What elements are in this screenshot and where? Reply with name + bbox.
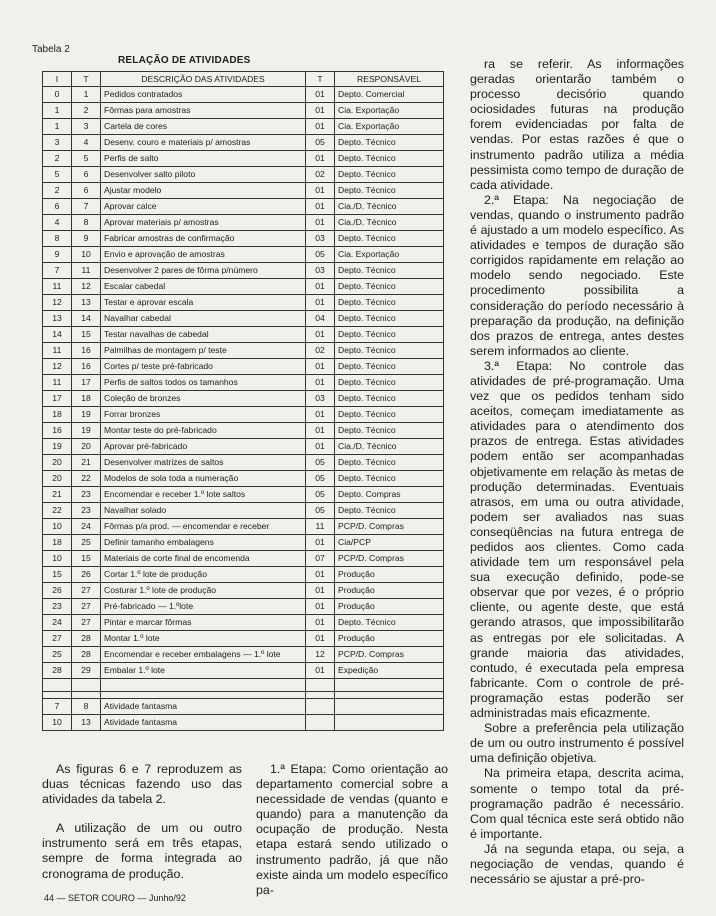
cell-tempo: 07 — [306, 551, 335, 567]
cell-t: 16 — [72, 343, 101, 359]
paragraph: As figuras 6 e 7 reproduzem as duas técnicas fazendo uso das atividades da tabela 2. — [42, 762, 242, 807]
cell-descricao: Navalhar cabedal — [101, 311, 306, 327]
cell-t: 28 — [72, 631, 101, 647]
cell-responsavel: Produção — [335, 567, 444, 583]
cell-responsavel: Expedição — [335, 663, 444, 679]
table-row — [43, 167, 444, 183]
cell-responsavel: Depto. Técnico — [335, 311, 444, 327]
table-row — [43, 715, 444, 731]
cell-tempo: 01 — [306, 279, 335, 295]
cell-t: 1 — [72, 87, 101, 103]
cell-tempo: 11 — [306, 519, 335, 535]
cell-tempo: 01 — [306, 631, 335, 647]
cell-tempo: 01 — [306, 103, 335, 119]
cell-i: 15 — [43, 567, 72, 583]
cell-tempo: 05 — [306, 471, 335, 487]
cell-tempo — [306, 699, 335, 715]
table-row — [43, 103, 444, 119]
right-text-column — [470, 57, 684, 887]
cell-tempo: 03 — [306, 263, 335, 279]
cell-tempo: 01 — [306, 327, 335, 343]
cell-i: 21 — [43, 487, 72, 503]
table-row — [43, 247, 444, 263]
cell-tempo: 03 — [306, 231, 335, 247]
cell-responsavel: Depto. Técnico — [335, 343, 444, 359]
table-row — [43, 503, 444, 519]
cell-descricao: Aprovar calce — [101, 199, 306, 215]
table-row — [43, 135, 444, 151]
table-row — [43, 471, 444, 487]
cell-i: 20 — [43, 471, 72, 487]
cell-descricao: Fôrmas p/a prod. — encomendar e receber — [101, 519, 306, 535]
table-row — [43, 119, 444, 135]
cell-t: 26 — [72, 567, 101, 583]
cell-responsavel: Depto. Técnico — [335, 151, 444, 167]
paragraph: A utilização de um ou outro instrumento será em três etapas, sempre de forma integrada ao cronograma de produção. — [42, 821, 242, 881]
table-label: Tabela 2 — [32, 44, 70, 55]
paragraph: ra se referir. As informações geradas orientarão também o processo decisório quando ociosidades futuras na produção forem evidenciadas por falta de vendas. Por estas razões é que o instrumento padrão utiliza a média pessimista como tempo de duração de cada atividade. — [470, 57, 684, 192]
cell-t: 27 — [72, 583, 101, 599]
cell-i: 28 — [43, 663, 72, 679]
cell-tempo: 01 — [306, 423, 335, 439]
cell-i: 26 — [43, 583, 72, 599]
cell-t: 2 — [72, 103, 101, 119]
cell-tempo: 05 — [306, 135, 335, 151]
table-row — [43, 551, 444, 567]
cell-responsavel: Depto. Técnico — [335, 423, 444, 439]
table-row — [43, 487, 444, 503]
cell-t: 15 — [72, 551, 101, 567]
table-row — [43, 519, 444, 535]
cell-responsavel: Depto. Técnico — [335, 263, 444, 279]
cell-responsavel — [335, 715, 444, 731]
cell-responsavel: Cia. Exportação — [335, 247, 444, 263]
cell-i: 7 — [43, 699, 72, 715]
cell-t: 11 — [72, 263, 101, 279]
cell-i: 1 — [43, 119, 72, 135]
cell-descricao: Encomendar e receber 1.º lote saltos — [101, 487, 306, 503]
cell-responsavel: Depto. Técnico — [335, 135, 444, 151]
cell-t: 13 — [72, 715, 101, 731]
header-i: I — [43, 72, 72, 87]
cell-responsavel: Depto. Técnico — [335, 359, 444, 375]
cell-responsavel: Produção — [335, 583, 444, 599]
cell-responsavel: PCP/D. Compras — [335, 551, 444, 567]
cell-i: 4 — [43, 215, 72, 231]
cell-i: 5 — [43, 167, 72, 183]
cell-i: 10 — [43, 715, 72, 731]
cell-responsavel: Depto. Técnico — [335, 279, 444, 295]
cell-i: 1 — [43, 103, 72, 119]
cell-descricao: Encomendar e receber embalagens — 1.º lote — [101, 647, 306, 663]
cell-responsavel: Cia. Exportação — [335, 119, 444, 135]
cell-t: 23 — [72, 487, 101, 503]
table-body — [43, 87, 444, 679]
cell-tempo: 05 — [306, 503, 335, 519]
table-row — [43, 151, 444, 167]
cell-descricao: Montar teste do pré-fabricado — [101, 423, 306, 439]
cell-descricao: Montar 1.º lote — [101, 631, 306, 647]
table-row — [43, 407, 444, 423]
cell-i: 24 — [43, 615, 72, 631]
cell-descricao: Ajustar modelo — [101, 183, 306, 199]
table-row — [43, 359, 444, 375]
cell-descricao: Palmilhas de montagem p/ teste — [101, 343, 306, 359]
cell-t: 24 — [72, 519, 101, 535]
cell-responsavel: Depto. Técnico — [335, 231, 444, 247]
table-row — [43, 295, 444, 311]
header-tempo: T — [306, 72, 335, 87]
table-row — [43, 535, 444, 551]
table-title: RELAÇÃO DE ATIVIDADES — [118, 55, 251, 66]
table-row — [43, 699, 444, 715]
cell-descricao: Perfis de saltos todos os tamanhos — [101, 375, 306, 391]
cell-descricao: Envio e aprovação de amostras — [101, 247, 306, 263]
cell-i: 17 — [43, 391, 72, 407]
cell-t: 27 — [72, 599, 101, 615]
cell-descricao: Desenvolver 2 pares de fôrma p/número — [101, 263, 306, 279]
cell-t: 19 — [72, 407, 101, 423]
cell-tempo: 01 — [306, 359, 335, 375]
table-row — [43, 455, 444, 471]
cell-t: 13 — [72, 295, 101, 311]
cell-descricao: Testar navalhas de cabedal — [101, 327, 306, 343]
cell-descricao: Pintar e marcar fôrmas — [101, 615, 306, 631]
table-row — [43, 87, 444, 103]
cell-descricao: Cartela de cores — [101, 119, 306, 135]
cell-tempo: 01 — [306, 439, 335, 455]
cell-t: 6 — [72, 183, 101, 199]
cell-t: 17 — [72, 375, 101, 391]
cell-tempo: 01 — [306, 183, 335, 199]
table-row — [43, 343, 444, 359]
table-row — [43, 311, 444, 327]
cell-descricao: Forrar bronzes — [101, 407, 306, 423]
cell-descricao: Pré-fabricado — 1.ºlote — [101, 599, 306, 615]
table-row — [43, 375, 444, 391]
cell-responsavel: Cia./D. Técnico — [335, 215, 444, 231]
cell-t: 23 — [72, 503, 101, 519]
cell-t: 28 — [72, 647, 101, 663]
cell-tempo: 02 — [306, 343, 335, 359]
cell-tempo: 01 — [306, 615, 335, 631]
cell-tempo: 01 — [306, 151, 335, 167]
cell-i: 10 — [43, 519, 72, 535]
cell-i: 0 — [43, 87, 72, 103]
cell-descricao: Fabricar amostras de confirmação — [101, 231, 306, 247]
cell-responsavel: PCP/D. Compras — [335, 647, 444, 663]
cell-descricao: Aprovar materiais p/ amostras — [101, 215, 306, 231]
cell-descricao: Atividade fantasma — [101, 699, 306, 715]
bottom-left-text-column — [42, 762, 242, 882]
cell-descricao: Perfis de salto — [101, 151, 306, 167]
cell-tempo: 01 — [306, 599, 335, 615]
cell-t: 27 — [72, 615, 101, 631]
table-row — [43, 615, 444, 631]
cell-responsavel — [335, 699, 444, 715]
cell-i: 9 — [43, 247, 72, 263]
table-row — [43, 647, 444, 663]
cell-i: 8 — [43, 231, 72, 247]
cell-descricao: Fôrmas para amostras — [101, 103, 306, 119]
cell-t: 3 — [72, 119, 101, 135]
cell-tempo: 04 — [306, 311, 335, 327]
table-row — [43, 199, 444, 215]
cell-t: 14 — [72, 311, 101, 327]
cell-i: 23 — [43, 599, 72, 615]
cell-tempo: 01 — [306, 375, 335, 391]
fantasma-body — [43, 699, 444, 731]
cell-tempo: 01 — [306, 87, 335, 103]
cell-t: 19 — [72, 423, 101, 439]
table-row — [43, 583, 444, 599]
header-responsavel: RESPONSÁVEL — [335, 72, 444, 87]
cell-descricao: Cortes p/ teste pré-fabricado — [101, 359, 306, 375]
table-row — [43, 263, 444, 279]
cell-responsavel: Depto. Técnico — [335, 183, 444, 199]
cell-descricao: Cortar 1.º lote de produção — [101, 567, 306, 583]
paragraph: Já na segunda etapa, ou seja, a negociação de vendas, quando é necessário se ajustar a pré-pro- — [470, 841, 684, 887]
cell-tempo: 01 — [306, 199, 335, 215]
cell-responsavel: PCP/D. Compras — [335, 519, 444, 535]
cell-t: 10 — [72, 247, 101, 263]
cell-t: 4 — [72, 135, 101, 151]
cell-tempo: 01 — [306, 583, 335, 599]
cell-i: 11 — [43, 279, 72, 295]
cell-t: 8 — [72, 215, 101, 231]
cell-t: 5 — [72, 151, 101, 167]
table-row — [43, 663, 444, 679]
cell-i: 18 — [43, 407, 72, 423]
cell-responsavel: Depto. Técnico — [335, 167, 444, 183]
cell-tempo: 01 — [306, 567, 335, 583]
cell-i: 6 — [43, 199, 72, 215]
cell-descricao: Desenvolver salto piloto — [101, 167, 306, 183]
cell-descricao: Pedidos contratados — [101, 87, 306, 103]
paragraph: 2.ª Etapa: Na negociação de vendas, quando o instrumento padrão é ajustado a um modelo específico. As atividades e tempos de duração são corrigidos rapidamente em relação ao modelo sendo negociado. Este procedimento possibilita a consideração do período necessário à preparação da produção, na definição dos prazos de entrega, antes destes serem informados ao cliente. — [470, 192, 684, 358]
cell-tempo: 05 — [306, 455, 335, 471]
table-row — [43, 183, 444, 199]
cell-descricao: Costurar 1.º lote de produção — [101, 583, 306, 599]
paragraph: Sobre a preferência pela utilização de um ou outro instrumento é possível uma definição objetiva. — [470, 721, 684, 766]
cell-responsavel: Cia. Exportação — [335, 103, 444, 119]
cell-i: 19 — [43, 439, 72, 455]
table-row — [43, 439, 444, 455]
cell-t: 18 — [72, 391, 101, 407]
cell-tempo: 01 — [306, 663, 335, 679]
cell-i: 12 — [43, 359, 72, 375]
cell-responsavel: Produção — [335, 631, 444, 647]
cell-descricao: Escalar cabedal — [101, 279, 306, 295]
cell-tempo: 01 — [306, 215, 335, 231]
cell-descricao: Definir tamanho embalagens — [101, 535, 306, 551]
cell-tempo: 02 — [306, 167, 335, 183]
table-row — [43, 423, 444, 439]
cell-responsavel: Cia/PCP — [335, 535, 444, 551]
cell-tempo: 01 — [306, 535, 335, 551]
table-row — [43, 215, 444, 231]
cell-t: 8 — [72, 699, 101, 715]
cell-i: 11 — [43, 343, 72, 359]
cell-tempo: 01 — [306, 119, 335, 135]
cell-t: 6 — [72, 167, 101, 183]
cell-responsavel: Depto. Técnico — [335, 471, 444, 487]
cell-t: 16 — [72, 359, 101, 375]
cell-responsavel: Cia./D. Técnico — [335, 439, 444, 455]
cell-i: 2 — [43, 151, 72, 167]
table-row — [43, 599, 444, 615]
cell-tempo: 05 — [306, 247, 335, 263]
cell-responsavel: Depto. Técnico — [335, 391, 444, 407]
table-header-row — [43, 72, 444, 87]
table-row — [43, 631, 444, 647]
table-row — [43, 231, 444, 247]
cell-responsavel: Depto. Comercial — [335, 87, 444, 103]
cell-t: 20 — [72, 439, 101, 455]
cell-t: 29 — [72, 663, 101, 679]
cell-t: 9 — [72, 231, 101, 247]
cell-t: 7 — [72, 199, 101, 215]
cell-i: 12 — [43, 295, 72, 311]
bottom-middle-text-column — [256, 762, 448, 898]
cell-t: 21 — [72, 455, 101, 471]
cell-descricao: Desenvolver matrizes de saltos — [101, 455, 306, 471]
activities-table — [42, 71, 444, 731]
cell-tempo: 01 — [306, 407, 335, 423]
cell-t: 22 — [72, 471, 101, 487]
cell-i: 22 — [43, 503, 72, 519]
cell-descricao: Coleção de bronzes — [101, 391, 306, 407]
cell-tempo: 05 — [306, 487, 335, 503]
cell-i: 11 — [43, 375, 72, 391]
cell-descricao: Navalhar solado — [101, 503, 306, 519]
header-descricao: DESCRIÇÃO DAS ATIVIDADES — [101, 72, 306, 87]
cell-descricao: Testar e aprovar escala — [101, 295, 306, 311]
paragraph: 1.ª Etapa: Como orientação ao departamento comercial sobre a necessidade de vendas (quanto e quando) para a manutenção da ocupação de produção. Nesta etapa estará sendo utilizado o instrumento padrão, já que não existe ainda um modelo específico pa- — [256, 762, 448, 897]
table-row — [43, 327, 444, 343]
cell-tempo: 12 — [306, 647, 335, 663]
cell-descricao: Materiais de corte final de encomenda — [101, 551, 306, 567]
cell-descricao: Atividade fantasma — [101, 715, 306, 731]
table-row — [43, 567, 444, 583]
cell-descricao: Aprovar pré-fabricado — [101, 439, 306, 455]
cell-responsavel: Depto. Compras — [335, 487, 444, 503]
cell-i: 18 — [43, 535, 72, 551]
cell-tempo: 03 — [306, 391, 335, 407]
cell-i: 20 — [43, 455, 72, 471]
cell-i: 3 — [43, 135, 72, 151]
cell-responsavel: Depto. Técnico — [335, 503, 444, 519]
cell-descricao: Modelos de sola toda a numeração — [101, 471, 306, 487]
cell-responsavel: Depto. Técnico — [335, 407, 444, 423]
cell-t: 25 — [72, 535, 101, 551]
cell-responsavel: Depto. Técnico — [335, 375, 444, 391]
cell-descricao: Desenv. couro e materiais p/ amostras — [101, 135, 306, 151]
cell-i: 25 — [43, 647, 72, 663]
cell-i: 7 — [43, 263, 72, 279]
cell-i: 10 — [43, 551, 72, 567]
cell-i: 16 — [43, 423, 72, 439]
cell-tempo — [306, 715, 335, 731]
cell-descricao: Embalar 1.º lote — [101, 663, 306, 679]
cell-responsavel: Produção — [335, 599, 444, 615]
page-footer: 44 — SETOR COURO — Junho/92 — [44, 893, 186, 903]
table-row — [43, 391, 444, 407]
cell-t: 12 — [72, 279, 101, 295]
cell-responsavel: Depto. Técnico — [335, 615, 444, 631]
paragraph: 3.ª Etapa: No controle das atividades de pré-programação. Uma vez que os pedidos tenham sido aceitos, começam imediatamente as atividades para o atendimento dos prazos de entrega. Estas atividades podem então ser acompanhadas objetivamente em relação às metas de produção determinadas. Eventuais atrasos, em uma ou outra atividade, podem ser avaliados nas suas conseqüências na futura entrega de pedidos aos clientes. Como cada atividade tem um responsável pela sua execução definido, pode-se observar que por vezes, é o próprio cliente, ou agente deste, que está gerando atrasos, que impossibilitarão as entregas por ele solicitadas. A grande maioria das atividades, contudo, é executada pela empresa fabricante. Com o controle de pré-programação estas poderão ser administradas mais eficazmente. — [470, 358, 684, 721]
table-row — [43, 279, 444, 295]
table-spacer — [43, 679, 444, 699]
cell-i: 14 — [43, 327, 72, 343]
cell-responsavel: Depto. Técnico — [335, 295, 444, 311]
cell-i: 13 — [43, 311, 72, 327]
cell-responsavel: Depto. Técnico — [335, 327, 444, 343]
cell-i: 2 — [43, 183, 72, 199]
paragraph: Na primeira etapa, descrita acima, somente o tempo total da pré-programação padrão é necessário. Com qual técnica este será obtido não é importante. — [470, 766, 684, 841]
cell-t: 15 — [72, 327, 101, 343]
cell-responsavel: Depto. Técnico — [335, 455, 444, 471]
cell-i: 27 — [43, 631, 72, 647]
cell-tempo: 01 — [306, 295, 335, 311]
cell-responsavel: Cia./D. Técnico — [335, 199, 444, 215]
header-t: T — [72, 72, 101, 87]
